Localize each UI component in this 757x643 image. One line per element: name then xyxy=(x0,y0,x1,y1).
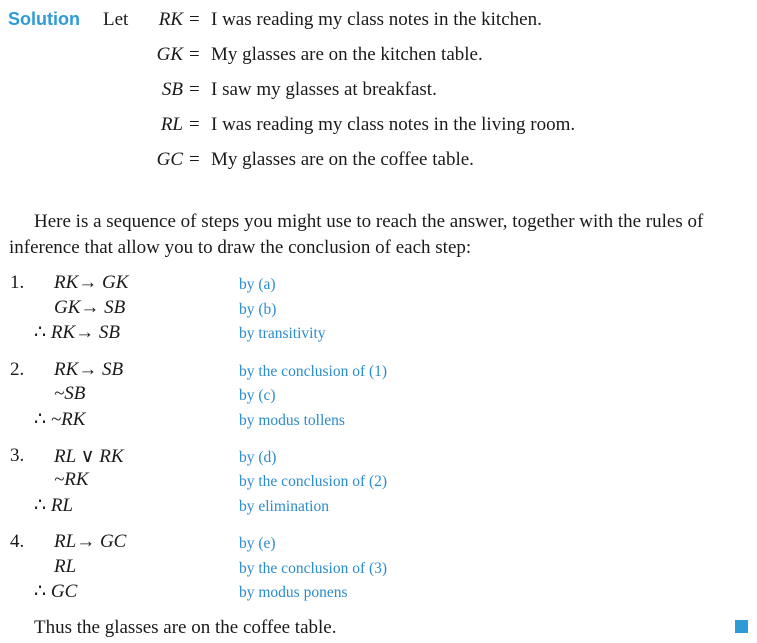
definition-equals: = xyxy=(189,149,200,170)
rule-justification: by (d) xyxy=(239,449,277,466)
definition-text: I was reading my class notes in the kitchen. xyxy=(211,9,542,30)
step-number: 3. xyxy=(10,445,25,466)
rule-justification: by modus tollens xyxy=(239,412,345,429)
premise-expression: ~RK xyxy=(54,469,89,490)
therefore-symbol: ∴ xyxy=(34,581,47,602)
end-of-proof-square-icon xyxy=(735,620,748,633)
rule-justification: by modus ponens xyxy=(239,584,348,601)
premise-expression: RK→ SB xyxy=(54,359,124,380)
intro-line-1: Here is a sequence of steps you might use to reach the answer, together with the rules of xyxy=(34,211,704,232)
premise-expression: RK→ GK xyxy=(54,272,129,293)
therefore-symbol: ∴ xyxy=(34,322,47,343)
therefore-symbol: ∴ xyxy=(34,409,47,430)
rule-justification: by the conclusion of (3) xyxy=(239,560,388,577)
premise-expression: RL xyxy=(54,556,77,577)
therefore-symbol: ∴ xyxy=(34,495,47,516)
step-number: 1. xyxy=(10,272,25,293)
definition-text: I was reading my class notes in the living room. xyxy=(211,114,576,135)
intro-line-2: inference that allow you to draw the conclusion of each step: xyxy=(9,237,472,258)
premise-expression: ~SB xyxy=(54,383,86,404)
rule-justification: by (b) xyxy=(239,301,277,318)
definition-symbol: RK xyxy=(158,9,183,30)
premise-expression: RL→ GC xyxy=(54,531,127,552)
conclusion-expression: ∴ ~RK xyxy=(34,409,86,430)
definition-text: My glasses are on the coffee table. xyxy=(211,149,474,170)
step-number: 4. xyxy=(10,531,25,552)
conclusion-expression: ∴ RK→ SB xyxy=(34,322,120,343)
rule-justification: by elimination xyxy=(239,498,329,515)
definition-text: My glasses are on the kitchen table. xyxy=(211,44,483,65)
premise-expression: RL ∨ RK xyxy=(54,446,124,467)
conclusion-sentence: Thus the glasses are on the coffee table. xyxy=(34,617,337,638)
rule-justification: by the conclusion of (1) xyxy=(239,363,388,380)
definition-symbol: SB xyxy=(161,79,183,100)
conclusion-expression: ∴ GC xyxy=(34,581,78,602)
definition-symbol: RL xyxy=(160,114,183,135)
definition-equals: = xyxy=(189,79,200,100)
solution-label: Solution xyxy=(8,9,80,29)
definition-text: I saw my glasses at breakfast. xyxy=(211,79,437,100)
rule-justification: by transitivity xyxy=(239,325,326,342)
rule-justification: by (e) xyxy=(239,535,276,552)
rule-justification: by (c) xyxy=(239,387,276,404)
rule-justification: by the conclusion of (2) xyxy=(239,473,388,490)
definition-symbol: GK xyxy=(156,44,183,65)
let-word: Let xyxy=(103,9,129,30)
step-number: 2. xyxy=(10,359,25,380)
definition-symbol: GC xyxy=(156,149,183,170)
rule-justification: by (a) xyxy=(239,276,276,293)
definition-equals: = xyxy=(189,9,200,30)
definition-equals: = xyxy=(189,114,200,135)
premise-expression: GK→ SB xyxy=(54,297,126,318)
definition-equals: = xyxy=(189,44,200,65)
conclusion-expression: ∴ RL xyxy=(34,495,74,516)
